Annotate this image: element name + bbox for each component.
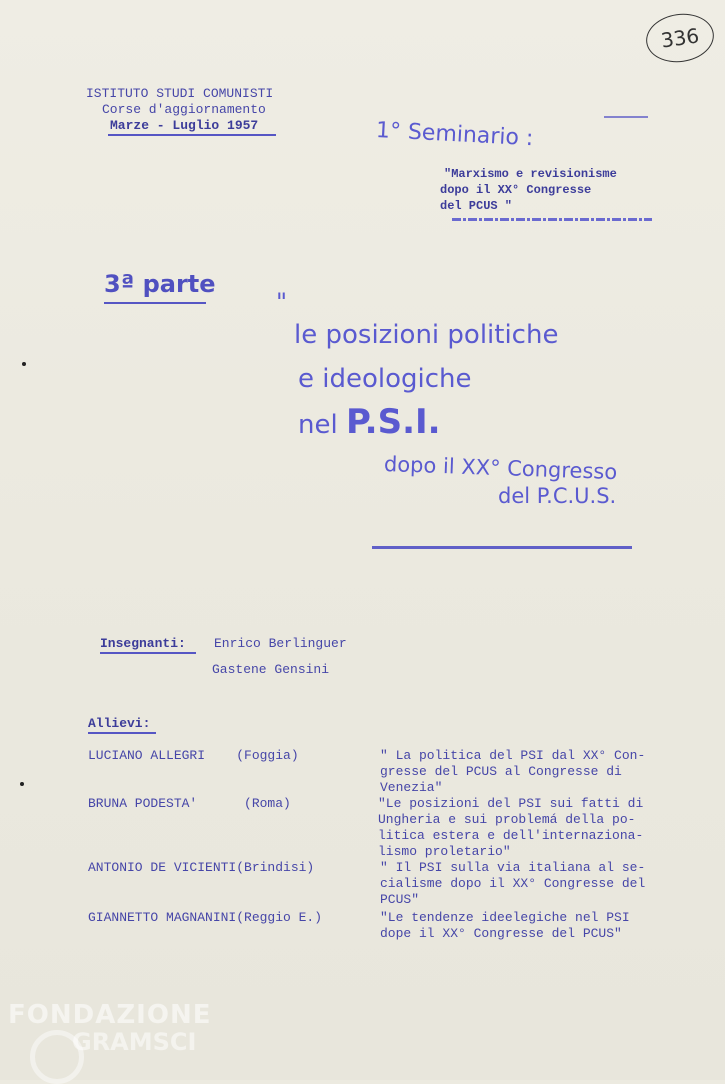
seminar-underline (452, 218, 652, 221)
period-underline (108, 134, 276, 136)
student-row (88, 910, 698, 974)
title-line4: dopo il XX° Congresso (383, 452, 618, 485)
margin-mark (20, 782, 24, 786)
student-thesis: " La politica del PSI dal XX° Con- gresse del PCUS al Congresse di Venezia" (380, 748, 646, 795)
teacher-name: Enrico Berlinguer (214, 636, 347, 651)
teacher-name: Gastene Gensini (212, 662, 330, 677)
student-name: GIANNETTO MAGNANINI(Reggio E.) (88, 910, 323, 925)
title-underline (372, 546, 632, 549)
seminar-subtitle-line1: "Marxismo e revisionisme (444, 167, 617, 181)
title-quote-mark: " (276, 288, 288, 316)
student-thesis: "Le tendenze ideelegiche nel PSI dope il XX° Congresse del PCUS" (380, 910, 630, 941)
student-name: ANTONIO DE VICIENTI(Brindisi) (88, 860, 315, 875)
institute-name: ISTITUTO STUDI COMUNISTI (86, 86, 274, 101)
page-number-stamp (643, 10, 717, 67)
title-line1: le posizioni politiche (294, 320, 559, 350)
students-label: Allievi: (88, 716, 151, 731)
part-label: 3ª parte (104, 270, 216, 298)
part-underline (104, 302, 206, 304)
page-number: 336 (659, 23, 701, 53)
seminar-subtitle-line2: dopo il XX° Congresse (440, 183, 592, 197)
student-name: LUCIANO ALLEGRI (Foggia) (88, 748, 299, 763)
student-row (88, 796, 698, 860)
seminar-dash (604, 116, 648, 118)
margin-mark (22, 362, 26, 366)
title-line5: del P.C.U.S. (498, 484, 617, 508)
title-line3-prefix: nel (298, 410, 338, 440)
course-period: Marze - Luglio 1957 (110, 118, 259, 133)
seminar-title: 1° Seminario : (375, 118, 534, 152)
title-line2: e ideologiche (298, 364, 472, 394)
teachers-label: Insegnanti: (100, 636, 186, 651)
seminar-subtitle-line3: del PCUS " (440, 199, 513, 213)
student-name: BRUNA PODESTA' (Roma) (88, 796, 291, 811)
teachers-underline (100, 652, 196, 654)
title-party: P.S.I. (346, 402, 441, 442)
student-thesis: "Le posizioni del PSI sui fatti di Ungheria e sui problemá della po- litica estera e dell'internaziona- lismo proletario" (378, 796, 644, 859)
watermark-subtext: GRAMSCI (72, 1028, 197, 1056)
student-thesis: " Il PSI sulla via italiana al se- cialisme dopo il XX° Congresse del PCUS" (380, 860, 646, 907)
course-name: Corse d'aggiornamento (102, 102, 266, 117)
students-underline (88, 732, 156, 734)
watermark-text: FONDAZIONE (8, 1000, 212, 1030)
